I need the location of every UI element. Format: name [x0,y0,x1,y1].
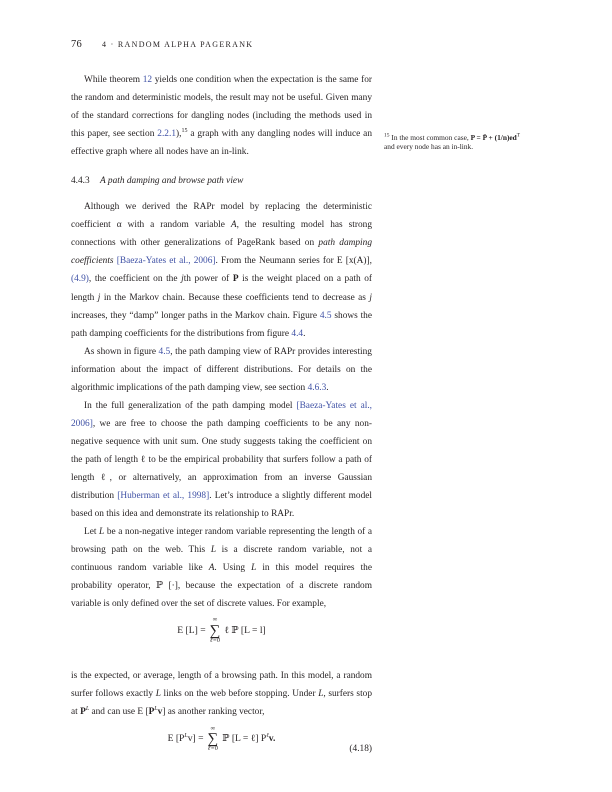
section-link[interactable]: 2.2.1 [157,129,176,140]
equation-lhs: E [L] = [177,624,206,636]
citation-link[interactable]: [Huberman et al., 1998] [117,491,210,502]
sidenote-15: $^{15}$ In the most common case, P = P̄ + $(1/n)ed^T$ and every node has an in-link. [384,132,521,152]
paragraph: Let L be a non-negative integer random variable representing the length of a browsing path on the web. This L is a discrete random variable, not a continuous random variable like A. Using L in this model requires the probability operator, ℙ [·], because the expectation of a discrete random variable is only defined over the set of discrete values. For example, [71,527,372,610]
theorem-link[interactable]: 12 [142,75,153,85]
section-title: A path damping and browse path view [100,176,244,187]
equation-rhs: ℙ [L = ℓ] $P^\ell v$. [222,732,276,744]
footnote-mark[interactable]: 15 [181,128,188,135]
summation: ∞ ∑ ℓ=0 [209,616,221,644]
main-text [71,71,372,776]
equation-number: (4.18) [349,743,372,754]
equation-4-18 [71,726,372,770]
equation-lhs: E $[P^Lv]$ = [167,732,204,744]
sidenote-mark: 15 [384,132,390,139]
citation-link[interactable]: [Baeza-Yates et al., 2006] [116,256,216,267]
figure-link[interactable]: 4.5 [319,310,332,321]
equation-link[interactable]: (4.9) [71,274,89,285]
paragraph: As shown in figure 4.5, the path damping view of RAPr provides interesting information about the impact of different distributions. For details on the algorithmic implications of the path damping view, see section 4.6.3. [71,346,372,393]
section-link[interactable]: 4.6.3 [307,382,327,393]
section-number: 4.4.3 [71,176,90,187]
paragraph: Although we derived the RAPr model by replacing the deterministic coefficient α with a random variable A, the resulting model has strong connections with other generalizations of PageRank based on path damping coefficients [Baeza-Yates et al., 2006]. From the Neumann series for E [x(A)], (4.9), the coefficient on the jth power of P is the weight placed on a path of length j in the Markov chain. Because these coefficients tend to decrease as j increases, they “damp” longer paths in the Markov chain. Figure 4.5 shows the path damping coefficients for the distributions from figure 4.4. [71,202,373,339]
chapter-title: 4 · RANDOM ALPHA PAGERANK [102,40,254,49]
figure-link[interactable]: 4.4 [291,328,304,339]
page-number: 76 [71,39,83,50]
running-head [71,39,253,50]
paragraph: While theorem 12 yields one condition when the expectation is the same for the random and deterministic models, the result may not be useful. Given many of the standard corrections for dangling nodes (including the methods used in this paper, see section 2.2.1),$^{15}$ a graph with any dangling nodes will induce an effective graph where all nodes have an in-link. [71,75,373,158]
paragraph: is the expected, or average, length of a browsing path. In this model, a random surfer follows exactly L links on the web before stopping. Under L, surfers stop at $P^L$ and can use E $[P^Lv]$ as another ranking vector, [71,671,373,718]
equation-rhs: ℓ ℙ [L = l] [224,624,266,636]
paragraph: In the full generalization of the path damping model [Baeza-Yates et al., 2006], we are free to choose the path damping coefficients to be any non-negative sequence with unit sum. One study suggests taking the coefficient on the path of length ℓ to be the empirical probability that surfers follow a path of length ℓ, or alternatively, an approximation from an inverse Gaussian distribution [Huberman et al., 1998]. Let’s introduce a slightly different model based on this idea and demonstrate its relationship to RAPr. [71,400,373,520]
citation-link[interactable]: [Baeza-Yates et al., 2006] [71,400,372,429]
section-heading [71,172,372,190]
equation-expected-length [71,617,372,661]
summation: ∞ ∑ ℓ=0 [207,724,219,752]
figure-link[interactable]: 4.5 [158,346,171,357]
